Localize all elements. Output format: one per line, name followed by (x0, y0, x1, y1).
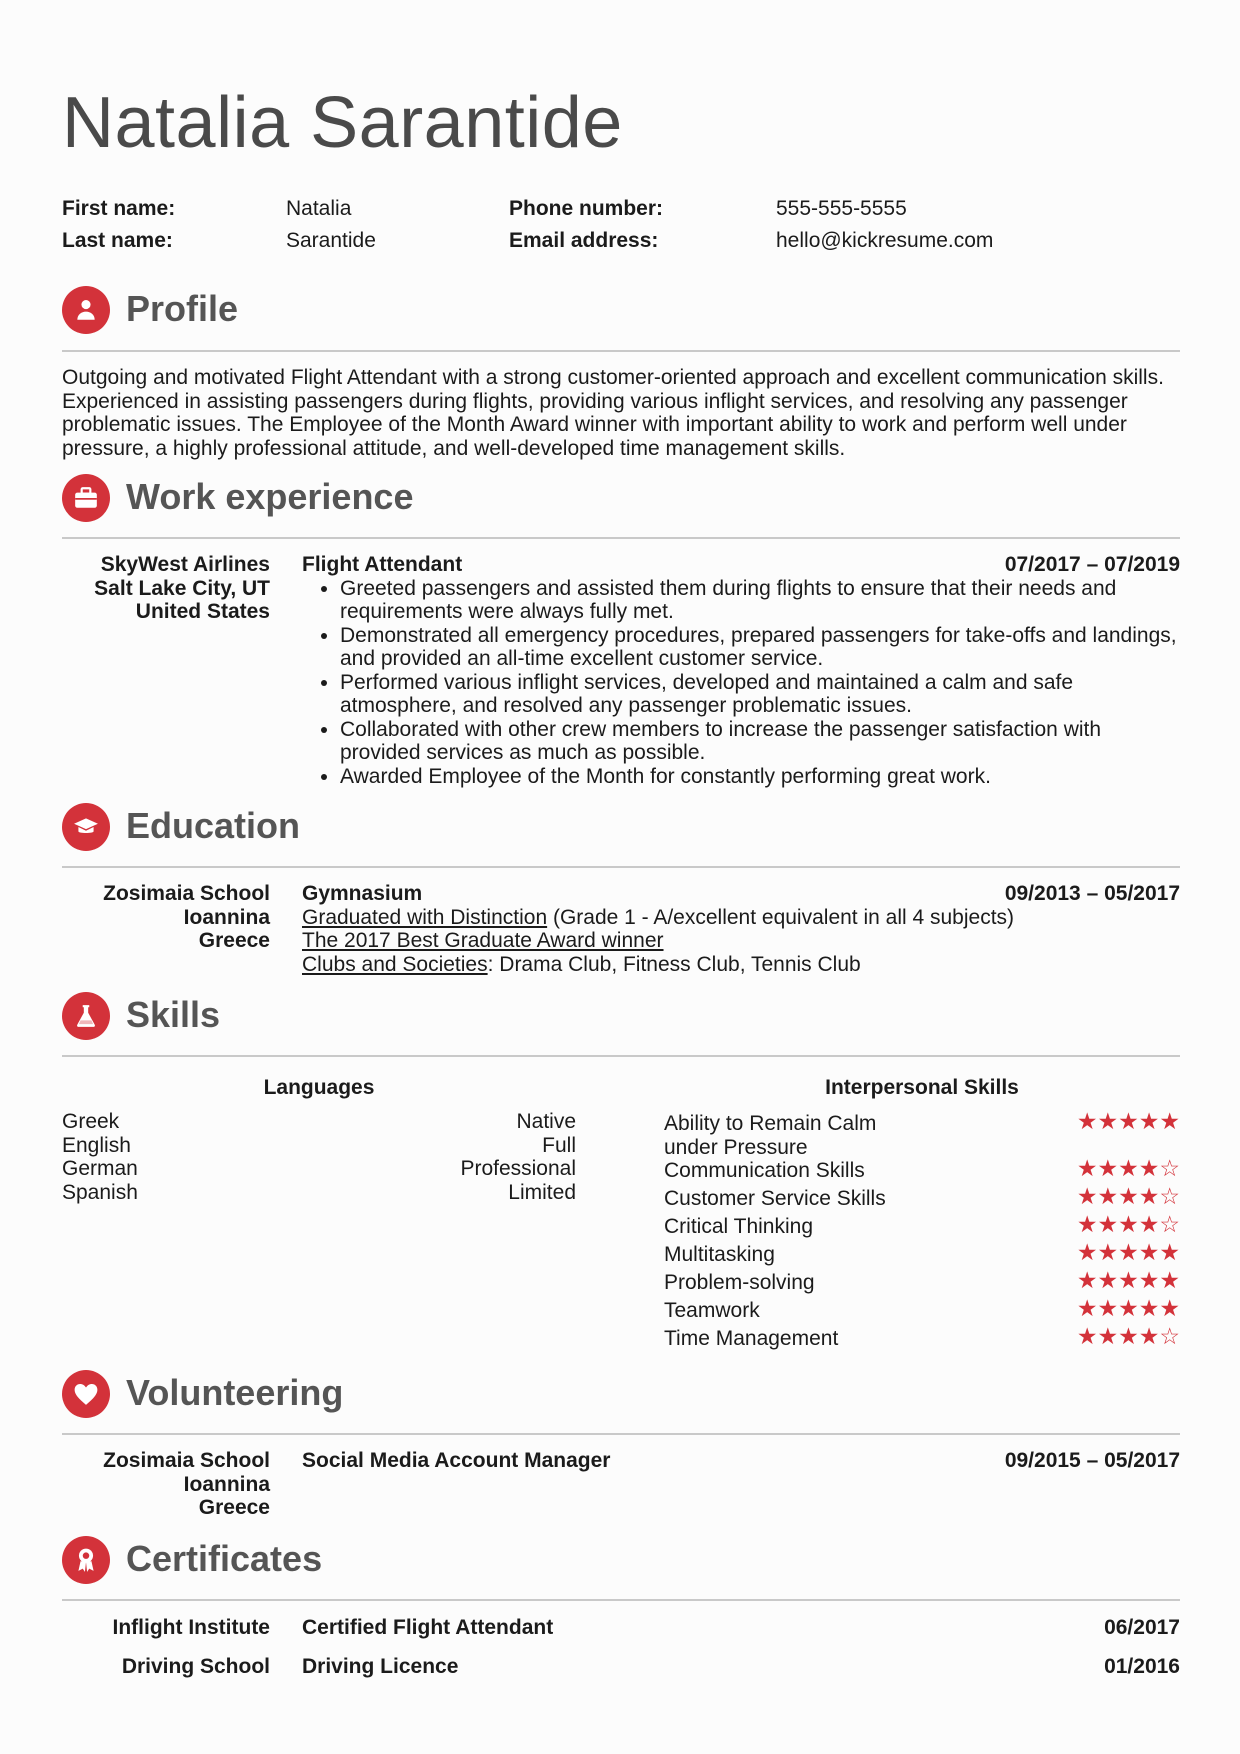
star-filled-icon: ★ (1076, 1239, 1098, 1265)
heart-icon (62, 1370, 110, 1418)
list-item: • Greeted passengers and assisted them during flights to ensure that their needs and requirements were always fully met. (340, 577, 1180, 624)
certificates-heading: Certificates (126, 1538, 323, 1579)
education-dates: 09/2013 – 05/2017 (1004, 882, 1180, 905)
work-details (302, 553, 1180, 788)
star-filled-icon: ★ (1097, 1267, 1119, 1293)
star-filled-icon: ★ (1159, 1239, 1180, 1265)
skill-row (664, 1267, 1180, 1295)
certificate-row (302, 1655, 1180, 1679)
info-values-right (776, 193, 993, 257)
skill-row (664, 1108, 1180, 1159)
skill-name: Ability to Remain Calm under Pressure (664, 1112, 877, 1159)
language-name: German (62, 1157, 138, 1180)
star-filled-icon: ★ (1118, 1108, 1139, 1134)
volunteering-city: Ioannina (183, 1472, 270, 1496)
star-filled-icon: ★ (1076, 1155, 1098, 1181)
language-row (62, 1181, 576, 1205)
skill-row (664, 1211, 1180, 1239)
education-section-header (62, 803, 1180, 853)
work-heading: Work experience (126, 476, 414, 517)
star-rating (1077, 1325, 1180, 1349)
volunteering-country: Greece (198, 1496, 270, 1519)
star-empty-icon: ☆ (1159, 1183, 1180, 1209)
education-country: Greece (198, 929, 270, 952)
star-filled-icon: ★ (1159, 1295, 1180, 1321)
briefcase-icon (62, 474, 110, 522)
star-filled-icon: ★ (1097, 1295, 1119, 1321)
star-filled-icon: ★ (1118, 1239, 1139, 1265)
education-title: Gymnasium (302, 882, 423, 905)
email-value: hello@kickresume.com (776, 229, 994, 252)
list-item: • Performed various inflight services, developed and maintained a calm and safe atmosphere, and resolved any passenger problematic issues. (340, 671, 1180, 718)
language-level: Native (516, 1110, 576, 1133)
skill-name: Time Management (664, 1327, 839, 1350)
star-empty-icon: ☆ (1159, 1155, 1180, 1181)
clubs-link[interactable]: Clubs and Societies (302, 952, 488, 976)
star-empty-icon: ☆ (1159, 1323, 1180, 1349)
skills-heading: Skills (126, 994, 221, 1035)
language-name: Spanish (62, 1181, 138, 1204)
star-filled-icon: ★ (1138, 1211, 1160, 1237)
profile-section-header (62, 286, 1180, 336)
star-filled-icon: ★ (1138, 1155, 1160, 1181)
star-filled-icon: ★ (1097, 1211, 1119, 1237)
star-filled-icon: ★ (1159, 1108, 1180, 1134)
profile-heading: Profile (126, 288, 239, 329)
volunteering-heading: Volunteering (126, 1372, 344, 1413)
education-city: Ioannina (183, 905, 270, 929)
info-labels-left (62, 193, 175, 257)
star-filled-icon: ★ (1097, 1108, 1119, 1134)
star-filled-icon: ★ (1159, 1267, 1180, 1293)
list-item: • Awarded Employee of the Month for constantly performing great work. (340, 765, 1180, 789)
star-filled-icon: ★ (1097, 1183, 1119, 1209)
star-rating (1077, 1269, 1180, 1293)
star-filled-icon: ★ (1138, 1239, 1160, 1265)
certificates-section-header (62, 1536, 1180, 1586)
education-school (62, 882, 270, 953)
divider (62, 350, 1180, 352)
language-row (62, 1134, 576, 1158)
info-values-left (286, 193, 376, 257)
divider (62, 1055, 1180, 1057)
person-icon (62, 286, 110, 334)
star-filled-icon: ★ (1076, 1183, 1098, 1209)
star-filled-icon: ★ (1097, 1239, 1119, 1265)
skill-row (664, 1183, 1180, 1211)
work-bullets (302, 577, 1180, 789)
star-filled-icon: ★ (1118, 1183, 1139, 1209)
star-rating (1077, 1297, 1180, 1321)
interpersonal-heading: Interpersonal Skills (825, 1076, 1019, 1099)
last-name-label: Last name: (62, 229, 173, 252)
languages-heading: Languages (263, 1076, 375, 1099)
skill-name: Communication Skills (664, 1159, 865, 1182)
skill-name: Customer Service Skills (664, 1187, 886, 1210)
volunteering-title: Social Media Account Manager (302, 1449, 611, 1472)
phone-value: 555-555-5555 (776, 197, 907, 220)
star-rating (1077, 1157, 1180, 1181)
language-level: Full (542, 1134, 576, 1157)
star-filled-icon: ★ (1138, 1183, 1160, 1209)
star-filled-icon: ★ (1138, 1267, 1160, 1293)
skill-row (664, 1239, 1180, 1267)
graduation-cap-icon (62, 803, 110, 851)
star-filled-icon: ★ (1118, 1211, 1139, 1237)
certificate-date: 06/2017 (1104, 1616, 1180, 1639)
star-filled-icon: ★ (1138, 1323, 1160, 1349)
volunteering-dates: 09/2015 – 05/2017 (1004, 1449, 1180, 1472)
work-section-header (62, 474, 1180, 524)
flask-icon (62, 992, 110, 1040)
volunteering-section-header (62, 1370, 1180, 1420)
list-item: • Demonstrated all emergency procedures, prepared passengers for take-offs and landings, and provided an all-time excellent customer service. (340, 624, 1180, 671)
certificate-issuer: Inflight Institute (112, 1616, 270, 1639)
certificate-date: 01/2016 (1104, 1655, 1180, 1678)
skill-row (664, 1295, 1180, 1323)
star-filled-icon: ★ (1076, 1211, 1098, 1237)
star-filled-icon: ★ (1076, 1295, 1098, 1321)
star-filled-icon: ★ (1118, 1267, 1139, 1293)
star-filled-icon: ★ (1118, 1295, 1139, 1321)
list-item: • Collaborated with other crew members to increase the passenger satisfaction with provided services as much as possible. (340, 718, 1180, 765)
language-row (62, 1157, 576, 1181)
star-filled-icon: ★ (1138, 1295, 1160, 1321)
star-rating (1077, 1110, 1180, 1134)
skill-name: Critical Thinking (664, 1215, 813, 1238)
certificate-row (302, 1616, 1180, 1640)
volunteering-org (62, 1449, 270, 1520)
certificate-name: Certified Flight Attendant (302, 1616, 554, 1639)
star-empty-icon: ☆ (1159, 1211, 1180, 1237)
certificate-issuer: Driving School (121, 1655, 270, 1678)
star-filled-icon: ★ (1118, 1323, 1139, 1349)
skill-row (664, 1323, 1180, 1351)
work-dates: 07/2017 – 07/2019 (1004, 553, 1180, 576)
education-heading: Education (126, 805, 301, 846)
work-employer (62, 553, 270, 624)
language-row (62, 1110, 576, 1134)
language-level: Professional (460, 1157, 576, 1180)
first-name-value: Natalia (286, 197, 352, 220)
award-link[interactable]: The 2017 Best Graduate Award winner (302, 929, 664, 952)
star-filled-icon: ★ (1076, 1108, 1098, 1134)
skill-row (664, 1155, 1180, 1183)
volunteering-org-name: Zosimaia School (103, 1449, 270, 1472)
info-labels-right (509, 193, 663, 257)
email-label: Email address: (509, 229, 659, 252)
award-ribbon-icon (62, 1536, 110, 1584)
star-filled-icon: ★ (1076, 1323, 1098, 1349)
distinction-detail: (Grade 1 - A/excellent equivalent in all 4 subjects) (547, 905, 1015, 929)
skill-name: Multitasking (664, 1243, 775, 1266)
language-name: Greek (62, 1110, 120, 1133)
education-details (302, 882, 1180, 976)
language-name: English (62, 1134, 131, 1157)
star-filled-icon: ★ (1076, 1267, 1098, 1293)
volunteering-details (302, 1449, 1180, 1473)
star-filled-icon: ★ (1097, 1155, 1119, 1181)
star-rating (1077, 1241, 1180, 1265)
star-filled-icon: ★ (1097, 1323, 1119, 1349)
certificate-name: Driving Licence (302, 1655, 459, 1678)
divider (62, 537, 1180, 539)
star-filled-icon: ★ (1118, 1155, 1139, 1181)
first-name-label: First name: (62, 197, 176, 220)
clubs-detail: : Drama Club, Fitness Club, Tennis Club (487, 952, 861, 976)
star-rating (1077, 1213, 1180, 1237)
divider (62, 1599, 1180, 1601)
star-filled-icon: ★ (1138, 1108, 1160, 1134)
language-level: Limited (508, 1181, 576, 1204)
last-name-value: Sarantide (286, 229, 376, 252)
skill-name: Teamwork (664, 1299, 760, 1322)
star-rating (1077, 1185, 1180, 1209)
profile-summary: Outgoing and motivated Flight Attendant with a strong customer-oriented approach and excellent communication skills. Experienced in assisting passengers during flights, providing various inflight services, and resolving any passenger problematic issues. The Employee of the Month Award winner with important ability to work and perform well under pressure, a highly professional attitude, and well-developed time management skills. (62, 366, 1164, 460)
divider (62, 866, 1180, 868)
divider (62, 1433, 1180, 1435)
phone-label: Phone number: (509, 197, 664, 220)
distinction-link[interactable]: Graduated with Distinction (302, 905, 548, 929)
work-company: SkyWest Airlines (100, 553, 270, 576)
education-school-name: Zosimaia School (103, 882, 270, 905)
skills-section-header (62, 992, 1180, 1042)
skill-name: Problem-solving (664, 1271, 815, 1294)
candidate-name: Natalia Sarantide (62, 83, 623, 163)
work-country: United States (135, 600, 270, 623)
work-city: Salt Lake City, UT (94, 576, 270, 600)
work-title: Flight Attendant (302, 553, 463, 576)
